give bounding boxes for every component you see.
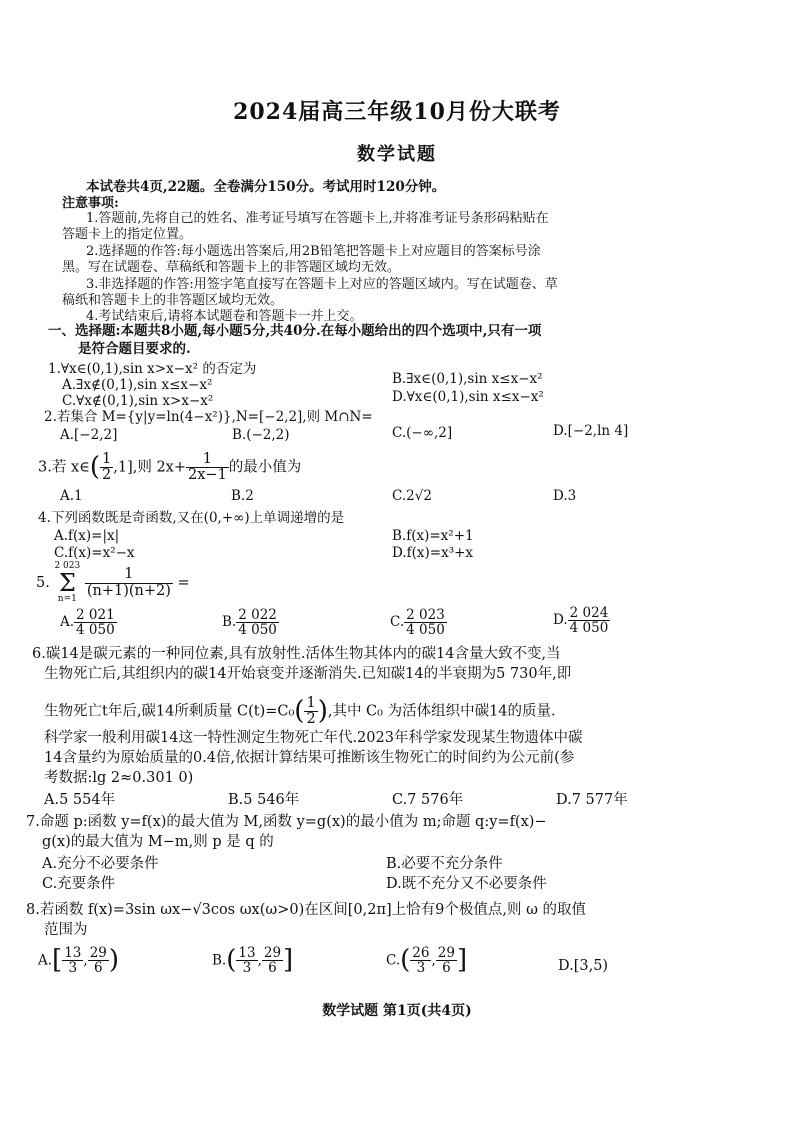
option-c: C.(−∞,2] <box>392 425 453 441</box>
question-6-line: 6.碳14是碳元素的一种同位素,具有放射性.活体生物其体内的碳14含量大致不变,当 <box>32 646 561 662</box>
stem-text: ,1],则 2x+ <box>113 459 187 476</box>
option-c: C.充要条件 <box>42 876 116 892</box>
option-a: A. $\frac{2 021}{4 050}$ <box>60 607 115 639</box>
question-7-line: g(x)的最大值为 M−m,则 p 是 q 的 <box>42 834 274 850</box>
option-d: D.∀x∈(0,1),sin x≤x−x² <box>392 389 544 405</box>
question-number: 5. <box>36 575 50 591</box>
notice-heading: 注意事项: <box>62 196 119 211</box>
denominator: 2x−1 <box>188 467 227 484</box>
option-d: D. $\frac{2 024}{4 050}$ <box>553 605 609 637</box>
option-b: B. $\frac{2 022}{4 050}$ <box>222 607 277 639</box>
option-a: A.[ $\frac{13}{3}$ , $\frac{29}{6}$ ) <box>38 945 120 977</box>
option-d: D.f(x)=x³+x <box>392 545 474 561</box>
option-b: B.∃x∈(0,1),sin x≤x−x² <box>392 371 543 387</box>
sum-upper: 2 023 <box>54 561 81 571</box>
option-b: B.2 <box>231 488 254 504</box>
question-4-stem: 4.下列函数既是奇函数,又在(0,+∞)上单调递增的是 <box>38 510 345 526</box>
option-d: D.7 577年 <box>556 792 628 808</box>
option-b: B.( $\frac{13}{3}$ , $\frac{29}{6}$ ] <box>212 945 294 977</box>
numerator: 1 <box>85 567 173 583</box>
option-a: A.f(x)=|x| <box>54 528 120 544</box>
question-5-stem <box>36 562 190 604</box>
option-c: C.( $\frac{26}{3}$ , $\frac{29}{6}$ ] <box>386 945 468 977</box>
exam-intro: 本试卷共4页,22题。全卷满分150分。考试用时120分钟。 <box>86 179 446 195</box>
stem-text: 的最小值为 <box>228 459 302 476</box>
question-7-line: 7.命题 p:函数 y=f(x)的最大值为 M,函数 y=g(x)的最小值为 m;命题 q:y=f(x)− <box>26 814 547 830</box>
option-c: C.f(x)=x²−x <box>54 545 135 561</box>
sum-lower: n=1 <box>57 594 77 604</box>
fraction <box>100 452 113 483</box>
exam-subtitle: 数学试题 <box>357 144 437 165</box>
question-3-stem <box>38 452 301 483</box>
section-heading: 是符合题目要求的. <box>78 341 191 357</box>
numerator: 1 <box>186 452 229 468</box>
option-b: B.f(x)=x²+1 <box>392 528 474 544</box>
fraction <box>186 452 229 483</box>
option-b: B.(−2,2) <box>232 427 290 443</box>
notice-line: 4.考试结束后,请将本试题卷和答题卡一并上交。 <box>86 309 363 324</box>
notice-line: 答题卡上的指定位置。 <box>62 227 193 242</box>
question-6-line: 生物死亡后,其组织内的碳14开始衰变并逐渐消失.已知碳14的半衰期为5 730年,即 <box>44 666 572 682</box>
left-paren: ( <box>89 451 101 482</box>
option-a: A.1 <box>60 488 83 504</box>
option-a: A.5 554年 <box>44 792 116 808</box>
question-6-line: 考数据:lg 2≈0.301 0) <box>44 770 194 786</box>
notice-line: 3.非选择题的作答:用签字笔直接写在答题卡上对应的答题区域内。写在试题卷、草 <box>86 277 558 292</box>
fraction <box>85 567 173 598</box>
option-a: A.∃x∉(0,1),sin x≤x−x² <box>62 377 213 393</box>
question-6-line: 科学家一般利用碳14这一特性测定生物死亡年代.2023年科学家发现某生物遗体中碳 <box>44 730 583 746</box>
option-b: B.必要不充分条件 <box>386 856 503 872</box>
section-heading: 一、选择题:本题共8小题,每小题5分,共40分.在每小题给出的四个选项中,只有一项 <box>48 323 542 339</box>
notice-line: 黑。写在试题卷、草稿纸和答题卡上的非答题区域均无效。 <box>62 260 401 275</box>
option-d: D.[3,5) <box>558 958 609 974</box>
question-8-line: 范围为 <box>44 922 88 938</box>
question-8-line: 8.若函数 f(x)=3sin ωx−√3cos ωx(ω>0)在区间[0,2π]上恰有9个极值点,则 ω 的取值 <box>26 902 587 918</box>
option-a: A.[−2,2] <box>60 427 118 443</box>
notice-line: 稿纸和答题卡上的非答题区域均无效。 <box>62 293 284 308</box>
question-1-stem: 1.∀x∈(0,1),sin x>x−x² 的否定为 <box>48 361 257 377</box>
option-d: D.[−2,ln 4] <box>553 423 629 439</box>
page-footer: 数学试题 第1页(共4页) <box>322 1003 472 1019</box>
option-c: C.7 576年 <box>392 792 464 808</box>
question-6-line: 14含量约为原始质量的0.4倍,依据计算结果可推断该生物死亡的时间约为公元前(参 <box>44 750 575 766</box>
notice-line: 1.答题前,先将自己的姓名、准考证号填写在答题卡上,并将准考证号条形码粘贴在 <box>86 211 549 226</box>
option-c: C.∀x∉(0,1),sin x>x−x² <box>62 393 214 409</box>
option-a: A.充分不必要条件 <box>42 856 159 872</box>
stem-text: 3.若 x∈ <box>38 459 90 476</box>
numerator: 1 <box>102 451 112 467</box>
option-d: D.既不充分又不必要条件 <box>386 876 547 892</box>
summation-symbol <box>54 562 80 604</box>
option-c: C. $\frac{2 023}{4 050}$ <box>390 607 445 639</box>
option-c: C.2√2 <box>392 488 432 504</box>
question-6-line: 生物死亡t年后,碳14所剩质量 C(t)=C₀( $\frac{1}{2}$ ),其中 C₀ 为活体组织中碳14的质量. <box>44 695 556 728</box>
denominator: 2 <box>102 467 112 484</box>
option-d: D.3 <box>553 488 577 504</box>
sigma-icon: Σ <box>58 569 76 597</box>
denominator: (n+1)(n+2) <box>86 582 171 599</box>
question-2-stem: 2.若集合 M={y|y=ln(4−x²)},N=[−2,2],则 M∩N= <box>44 409 373 425</box>
equals-sign: = <box>177 575 190 591</box>
notice-line: 2.选择题的作答:每小题选出答案后,用2B铅笔把答题卡上对应题目的答案标号涂 <box>86 244 541 259</box>
option-b: B.5 546年 <box>228 792 300 808</box>
exam-title: 2024届高三年级10月份大联考 <box>233 99 561 125</box>
